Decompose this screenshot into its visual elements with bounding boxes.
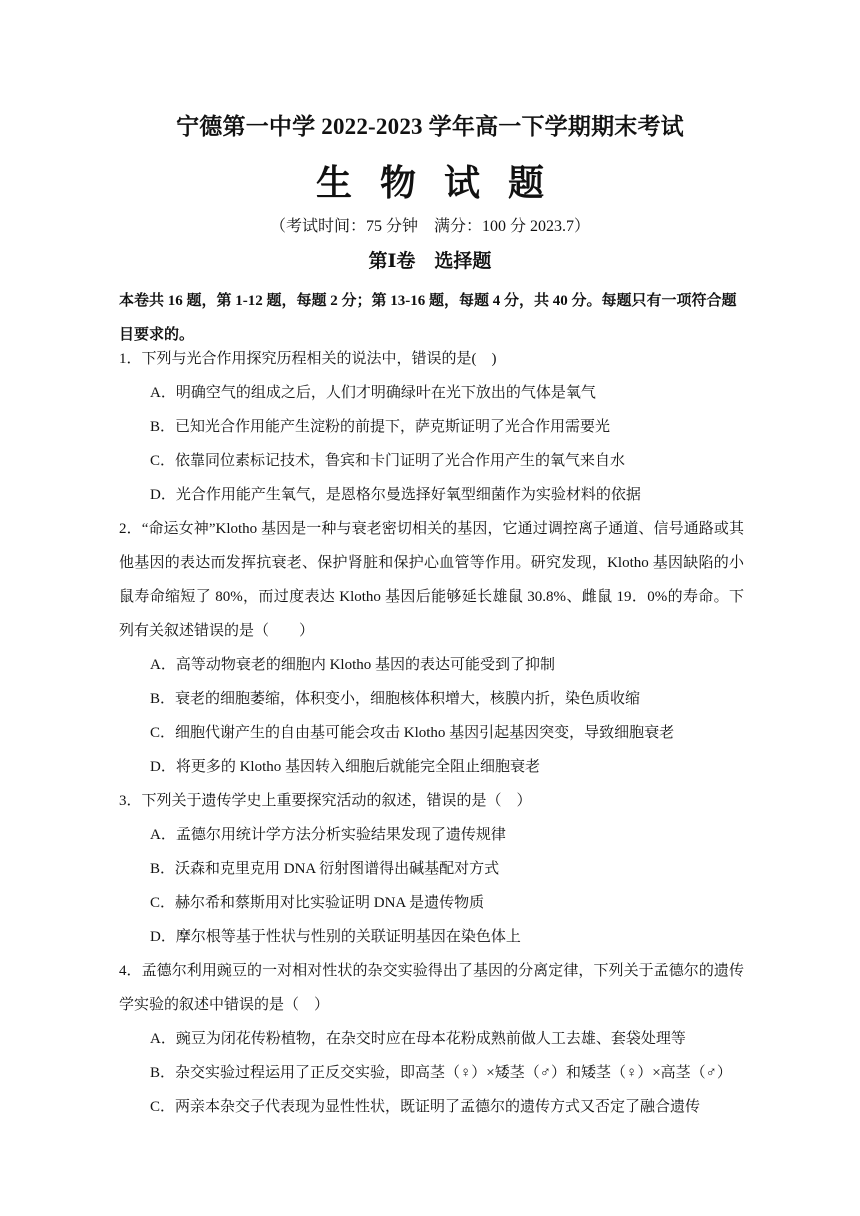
exam-meta: （考试时间：75 分钟 满分：100 分 2023.7） xyxy=(269,218,590,235)
option-b: B．杂交实验过程运用了正反交实验，即高茎（♀）×矮茎（♂）和矮茎（♀）×高茎（♂） xyxy=(150,1065,732,1081)
question-stem: 2．“命运女神”Klotho 基因是一种与衰老密切相关的基因，它通过调控离子通道、信号通路或其他基因的表达而发挥抗衰老、保护肾脏和保护心血管等作用。研究发现，Klotho 基因缺陷的小鼠寿命缩短了 80%，而过度表达 Klotho 基因后能够延长雄鼠 30.8%、雌鼠 19．0%的寿命。下列有关叙述错误的是（ ） xyxy=(119,521,744,639)
option-b: B．已知光合作用能产生淀粉的前提下，萨克斯证明了光合作用需要光 xyxy=(150,419,611,435)
option-a: A．明确空气的组成之后，人们才明确绿叶在光下放出的气体是氧气 xyxy=(150,385,596,401)
option-a: A．豌豆为闭花传粉植物，在杂交时应在母本花粉成熟前做人工去雄、套袋处理等 xyxy=(150,1031,686,1047)
question-4 xyxy=(119,954,744,1124)
question-1 xyxy=(119,342,744,512)
section-heading: 第Ⅰ卷 选择题 xyxy=(368,251,492,272)
option-b: B．衰老的细胞萎缩，体积变小，细胞核体积增大，核膜内折，染色质收缩 xyxy=(150,691,641,707)
option-d: D．光合作用能产生氧气，是恩格尔曼选择好氧型细菌作为实验材料的依据 xyxy=(150,487,641,503)
question-2 xyxy=(119,512,744,784)
option-c: C．赫尔希和蔡斯用对比实验证明 DNA 是遗传物质 xyxy=(150,895,485,911)
option-a: A．高等动物衰老的细胞内 Klotho 基因的表达可能受到了抑制 xyxy=(150,657,556,673)
question-stem: 3．下列关于遗传学史上重要探究活动的叙述，错误的是（ ） xyxy=(119,793,532,809)
option-c: C．细胞代谢产生的自由基可能会攻击 Klotho 基因引起基因突变，导致细胞衰老 xyxy=(150,725,675,741)
question-stem: 4．孟德尔利用豌豆的一对相对性状的杂交实验得出了基因的分离定律，下列关于孟德尔的遗传学实验的叙述中错误的是（ ） xyxy=(119,963,744,1013)
option-a: A．孟德尔用统计学方法分析实验结果发现了遗传规律 xyxy=(150,827,506,843)
question-list xyxy=(119,342,744,1124)
question-3 xyxy=(119,784,744,954)
question-stem: 1．下列与光合作用探究历程相关的说法中，错误的是( ) xyxy=(119,351,497,367)
option-d: D．摩尔根等基于性状与性别的关联证明基因在染色体上 xyxy=(150,929,521,945)
option-d: D．将更多的 Klotho 基因转入细胞后就能完全阻止细胞衰老 xyxy=(150,759,541,775)
option-b: B．沃森和克里克用 DNA 衍射图谱得出碱基配对方式 xyxy=(150,861,500,877)
exam-title: 宁德第一中学 2022-2023 学年高一下学期期末考试 xyxy=(176,114,684,139)
option-c: C．依靠同位素标记技术，鲁宾和卡门证明了光合作用产生的氧气来自水 xyxy=(150,453,626,469)
subject-title: 生物试题 xyxy=(315,163,572,203)
option-c: C．两亲本杂交子代表现为显性性状，既证明了孟德尔的遗传方式又否定了融合遗传 xyxy=(150,1099,701,1115)
section-intro: 本卷共 16 题，第 1-12 题，每题 2 分；第 13-16 题，每题 4 分，共 40 分。每题只有一项符合题目要求的。 xyxy=(119,293,737,343)
